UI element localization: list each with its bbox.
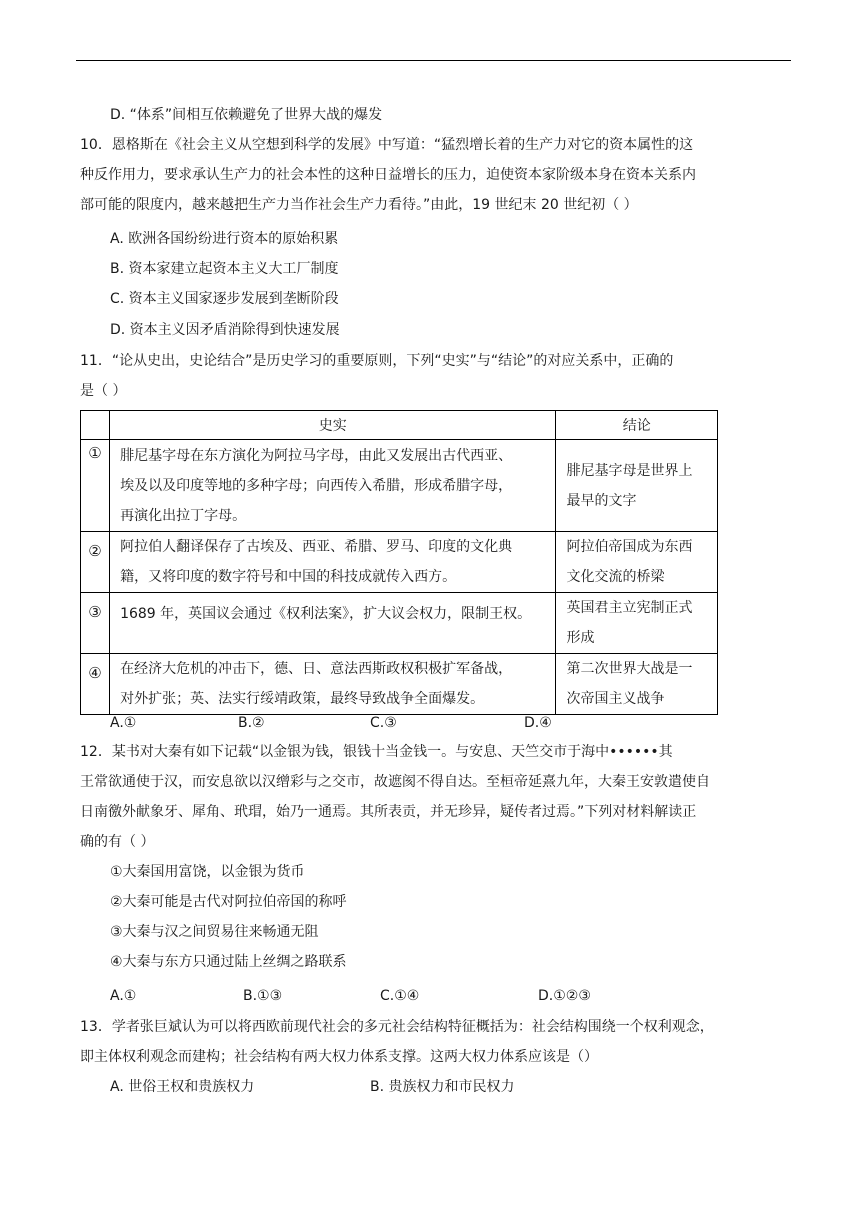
q12-option-c[interactable]: C.①④ xyxy=(380,988,420,1004)
conclusion-cell: 第二次世界大战是一 次帝国主义战争 xyxy=(556,654,718,715)
header-rule xyxy=(76,60,791,61)
q12-stem-line-3: 日南徼外献象牙、犀角、玳瑁，始乃一通焉。其所表贡，并无珍异，疑传者过焉。”下列对材料解读正 xyxy=(80,804,697,820)
q13-stem-line-2: 即主体权利观念而建构；社会结构有两大权力体系支撑。这两大权力体系应该是（） xyxy=(80,1049,598,1065)
row-number: ④ xyxy=(88,664,102,682)
fact-cell: 1689 年，英国议会通过《权利法案》，扩大议会权力，限制王权。 xyxy=(110,593,556,654)
table-header-row xyxy=(81,411,718,440)
table-row xyxy=(81,440,718,532)
q10-stem-line-3: 部可能的限度内，越来越把生产力当作社会生产力看待。”由此，19 世纪末 20 世纪初（ ） xyxy=(80,197,638,213)
q10-option-d[interactable]: D. 资本主义因矛盾消除得到快速发展 xyxy=(110,322,340,338)
q11-option-a[interactable]: A.① xyxy=(110,715,137,731)
row-number: ③ xyxy=(88,603,102,621)
q13-option-a[interactable]: A. 世俗王权和贵族权力 xyxy=(110,1079,255,1095)
history-conclusion-table xyxy=(80,410,718,715)
q11-option-b[interactable]: B.② xyxy=(238,715,265,731)
q11-option-c[interactable]: C.③ xyxy=(370,715,397,731)
conclusion-cell: 腓尼基字母是世界上 最早的文字 xyxy=(556,440,718,532)
q11-stem-line-2: 是（ ） xyxy=(80,383,127,399)
q10-stem-line-1: 10．恩格斯在《社会主义从空想到科学的发展》中写道：“猛烈增长着的生产力对它的资本属性的这 xyxy=(80,137,694,153)
q13-stem-line-1: 13．学者张巨斌认为可以将西欧前现代社会的多元社会结构特征概括为：社会结构围绕一个权利观念， xyxy=(80,1019,714,1035)
q10-stem-line-2: 种反作用力，要求承认生产力的社会本性的这种日益增长的压力，迫使资本家阶级本身在资本关系内 xyxy=(80,167,696,183)
q12-item-4: ④大秦与东方只通过陆上丝绸之路联系 xyxy=(110,954,347,970)
fact-cell: 在经济大危机的冲击下，德、日、意法西斯政权积极扩军备战， 对外扩张；英、法实行绥靖政策，最终导致战争全面爆发。 xyxy=(110,654,556,715)
q12-item-3: ③大秦与汉之间贸易往来畅通无阻 xyxy=(110,924,319,940)
q12-option-b[interactable]: B.①③ xyxy=(243,988,283,1004)
q11-stem-line-1: 11．“论从史出，史论结合”是历史学习的重要原则，下列“史实”与“结论”的对应关系中，正确的 xyxy=(80,353,674,369)
table-row xyxy=(81,593,718,654)
table-header-fact: 史实 xyxy=(110,411,556,440)
q12-item-2: ②大秦可能是古代对阿拉伯帝国的称呼 xyxy=(110,894,347,910)
q10-option-a[interactable]: A. 欧洲各国纷纷进行资本的原始积累 xyxy=(110,231,339,247)
fact-cell: 阿拉伯人翻译保存了古埃及、西亚、希腊、罗马、印度的文化典 籍，又将印度的数字符号和中国的科技成就传入西方。 xyxy=(110,532,556,593)
table-row xyxy=(81,532,718,593)
row-number: ① xyxy=(88,444,102,462)
q12-stem-line-4: 确的有（ ） xyxy=(80,834,155,850)
q12-item-1: ①大秦国用富饶，以金银为货币 xyxy=(110,864,305,880)
q13-option-b[interactable]: B. 贵族权力和市民权力 xyxy=(370,1079,515,1095)
conclusion-cell: 英国君主立宪制正式 形成 xyxy=(556,593,718,654)
q12-stem-line-1: 12．某书对大秦有如下记载“以金银为钱，银钱十当金钱一。与安息、天竺交市于海中••••••其 xyxy=(80,744,673,760)
conclusion-cell: 阿拉伯帝国成为东西 文化交流的桥梁 xyxy=(556,532,718,593)
q11-option-d[interactable]: D.④ xyxy=(524,715,552,731)
q10-option-c[interactable]: C. 资本主义国家逐步发展到垄断阶段 xyxy=(110,291,339,307)
q12-option-a[interactable]: A.① xyxy=(110,988,137,1004)
q12-option-d[interactable]: D.①②③ xyxy=(538,988,591,1004)
q9-option-d[interactable]: D. “体系”间相互依赖避免了世界大战的爆发 xyxy=(110,107,383,123)
q10-option-b[interactable]: B. 资本家建立起资本主义大工厂制度 xyxy=(110,261,339,277)
table-row xyxy=(81,654,718,715)
q12-stem-line-2: 王常欲通使于汉，而安息欲以汉缯彩与之交市，故遮阂不得自达。至桓帝延熹九年，大秦王安敦遣使自 xyxy=(80,774,710,790)
table-header-conclusion: 结论 xyxy=(556,411,718,440)
table-header-index xyxy=(81,411,110,440)
row-number: ② xyxy=(88,542,102,560)
fact-cell: 腓尼基字母在东方演化为阿拉马字母，由此又发展出古代西亚、 埃及以及印度等地的多种字母；向西传入希腊，形成希腊字母， 再演化出拉丁字母。 xyxy=(110,440,556,532)
